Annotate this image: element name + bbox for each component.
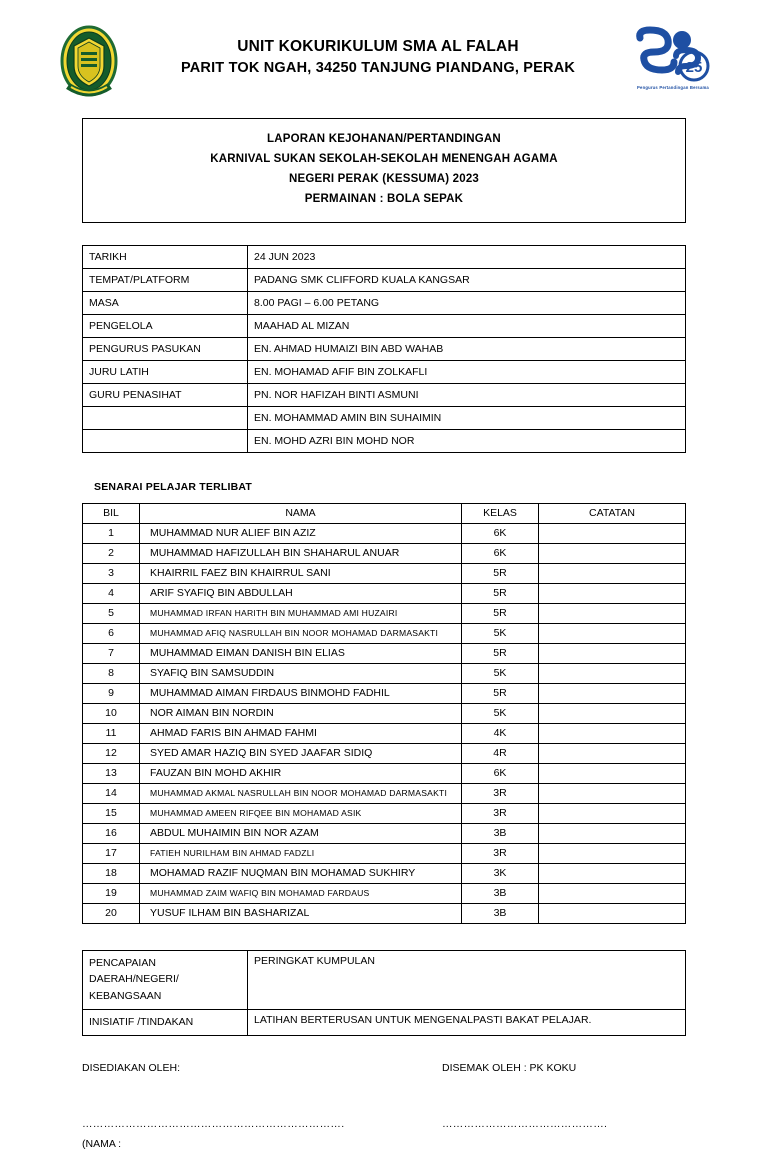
student-list-table [82,503,686,924]
cell-catatan [539,543,686,563]
cell-nama: AHMAD FARIS BIN AHMAD FAHMI [140,723,462,743]
report-title-line-1: LAPORAN KEJOHANAN/PERTANDINGAN [267,133,501,145]
initiative-row [83,1009,686,1035]
cell-catatan [539,783,686,803]
event-info-table [82,245,686,453]
info-row [83,337,686,360]
cell-kelas: 6K [462,763,539,783]
cell-catatan [539,843,686,863]
cell-kelas: 5K [462,623,539,643]
document-header [52,22,716,106]
info-value: EN. MOHD AZRI BIN MOHD NOR [248,429,686,452]
cell-bil: 1 [83,523,140,543]
info-label: MASA [83,291,248,314]
cell-catatan [539,583,686,603]
cell-nama: YUSUF ILHAM BIN BASHARIZAL [140,903,462,923]
table-row [83,803,686,823]
table-row [83,863,686,883]
achievement-table [82,950,686,1036]
cell-nama: MUHAMMAD AMEEN RIFQEE BIN MOHAMAD ASIK [140,803,462,823]
cell-nama: KHAIRRIL FAEZ BIN KHAIRRUL SANI [140,563,462,583]
cell-nama: FATIEH NURILHAM BIN AHMAD FADZLI [140,843,462,863]
info-label [83,429,248,452]
cell-catatan [539,683,686,703]
column-header-bil: BIL [83,503,140,523]
cell-bil: 16 [83,823,140,843]
event-info-table-wrapper [82,245,686,453]
cell-kelas: 5R [462,683,539,703]
cell-kelas: 5K [462,703,539,723]
header-title-block [126,22,630,80]
cell-nama: MUHAMMAD AFIQ NASRULLAH BIN NOOR MOHAMAD DARMASAKTI [140,623,462,643]
table-row [83,783,686,803]
cell-nama: MUHAMMAD AIMAN FIRDAUS BINMOHD FADHIL [140,683,462,703]
table-row [83,843,686,863]
cell-kelas: 3K [462,863,539,883]
info-label: GURU PENASIHAT [83,383,248,406]
table-row [83,703,686,723]
table-header-row [83,503,686,523]
table-row [83,683,686,703]
cell-bil: 12 [83,743,140,763]
info-label: PENGELOLA [83,314,248,337]
cell-kelas: 6K [462,543,539,563]
cell-catatan [539,803,686,823]
cell-nama: ARIF SYAFIQ BIN ABDULLAH [140,583,462,603]
student-list-heading: SENARAI PELAJAR TERLIBAT [94,480,253,493]
info-row [83,291,686,314]
kessuma-logo-container [630,22,716,90]
info-value: 24 JUN 2023 [248,245,686,268]
kessuma-logo-caption: Pengurus Pertandingan Bersama [637,85,709,90]
cell-kelas: 3B [462,883,539,903]
info-row [83,245,686,268]
report-title-line-2: KARNIVAL SUKAN SEKOLAH-SEKOLAH MENENGAH AGAMA [210,153,558,166]
cell-kelas: 6K [462,523,539,543]
cell-kelas: 5R [462,583,539,603]
info-value: PADANG SMK CLIFFORD KUALA KANGSAR [248,268,686,291]
cell-nama: MUHAMMAD EIMAN DANISH BIN ELIAS [140,643,462,663]
kessuma-logo-icon [632,26,714,84]
info-row [83,314,686,337]
cell-bil: 9 [83,683,140,703]
cell-kelas: 3R [462,783,539,803]
column-header-catatan: CATATAN [539,503,686,523]
cell-nama: MOHAMAD RAZIF NUQMAN BIN MOHAMAD SUKHIRY [140,863,462,883]
cell-nama: SYAFIQ BIN SAMSUDDIN [140,663,462,683]
cell-bil: 5 [83,603,140,623]
achievement-label-line1: PENCAPAIAN [89,956,156,969]
report-title-line-3: NEGERI PERAK (KESSUMA) 2023 [288,173,480,186]
table-row [83,643,686,663]
cell-catatan [539,643,686,663]
cell-nama: FAUZAN BIN MOHD AKHIR [140,763,462,783]
prepared-by-line: ………………………………………………………………. [82,1117,345,1130]
table-row [83,883,686,903]
table-row [83,663,686,683]
cell-bil: 3 [83,563,140,583]
cell-catatan [539,723,686,743]
cell-kelas: 3B [462,903,539,923]
cell-catatan [539,763,686,783]
info-value: EN. MOHAMAD AFIF BIN ZOLKAFLI [248,360,686,383]
info-value: MAAHAD AL MIZAN [248,314,686,337]
prepared-by-label: DISEDIAKAN OLEH: [82,1061,181,1074]
cell-nama: MUHAMMAD AKMAL NASRULLAH BIN NOOR MOHAMAD DARMASAKTI [140,783,462,803]
cell-kelas: 4K [462,723,539,743]
info-label: PENGURUS PASUKAN [83,337,248,360]
cell-catatan [539,743,686,763]
report-title-line-4: PERMAINAN : BOLA SEPAK [304,193,464,206]
achievement-label-line3: KEBANGSAAN [89,990,162,1003]
cell-catatan [539,903,686,923]
cell-nama: MUHAMMAD ZAIM WAFIQ BIN MOHAMAD FARDAUS [140,883,462,903]
cell-nama: MUHAMMAD HAFIZULLAH BIN SHAHARUL ANUAR [140,543,462,563]
cell-bil: 4 [83,583,140,603]
school-crest-container [52,22,126,98]
cell-bil: 20 [83,903,140,923]
cell-nama: SYED AMAR HAZIQ BIN SYED JAAFAR SIDIQ [140,743,462,763]
initiative-value: LATIHAN BERTERUSAN UNTUK MENGENALPASTI BAKAT PELAJAR. [248,1009,686,1035]
cell-bil: 2 [83,543,140,563]
info-label: TEMPAT/PLATFORM [83,268,248,291]
info-value: 8.00 PAGI – 6.00 PETANG [248,291,686,314]
column-header-kelas: KELAS [462,503,539,523]
info-row [83,360,686,383]
cell-kelas: 5R [462,603,539,623]
table-row [83,523,686,543]
info-value: EN. MOHAMMAD AMIN BIN SUHAIMIN [248,406,686,429]
cell-bil: 10 [83,703,140,723]
signature-lines-row [82,1118,686,1130]
cell-kelas: 3R [462,843,539,863]
cell-bil: 6 [83,623,140,643]
cell-bil: 13 [83,763,140,783]
cell-bil: 17 [83,843,140,863]
cell-catatan [539,523,686,543]
initiative-label: INISIATIF /TINDAKAN [83,1009,248,1035]
cell-kelas: 3R [462,803,539,823]
report-title-box [82,118,686,223]
info-row [83,429,686,452]
cell-bil: 11 [83,723,140,743]
cell-bil: 8 [83,663,140,683]
info-row [83,383,686,406]
achievement-value: PERINGKAT KUMPULAN [248,950,686,1009]
info-label: JURU LATIH [83,360,248,383]
achievement-label-line2: DAERAH/NEGERI/ [89,973,179,986]
achievement-table-wrapper [82,950,686,1036]
table-row [83,823,686,843]
prepared-by-name-label: (NAMA : [82,1137,122,1150]
cell-catatan [539,563,686,583]
school-crest-icon [58,24,120,98]
table-row [83,903,686,923]
org-name: UNIT KOKURIKULUM SMA AL FALAH [237,38,519,55]
cell-kelas: 4R [462,743,539,763]
cell-kelas: 5R [462,563,539,583]
info-row [83,406,686,429]
table-row [83,763,686,783]
cell-kelas: 5K [462,663,539,683]
column-header-nama: NAMA [140,503,462,523]
cell-kelas: 5R [462,643,539,663]
cell-catatan [539,623,686,643]
cell-catatan [539,663,686,683]
cell-bil: 18 [83,863,140,883]
info-label: TARIKH [83,245,248,268]
cell-bil: 15 [83,803,140,823]
signature-labels-row [82,1062,686,1074]
table-row [83,743,686,763]
cell-catatan [539,823,686,843]
cell-catatan [539,883,686,903]
cell-bil: 7 [83,643,140,663]
cell-nama: MUHAMMAD IRFAN HARITH BIN MUHAMMAD AMI HUZAIRI [140,603,462,623]
checked-by-line: ………………………………………. [442,1117,608,1130]
cell-bil: 14 [83,783,140,803]
cell-catatan [539,703,686,723]
info-value: EN. AHMAD HUMAIZI BIN ABD WAHAB [248,337,686,360]
info-value: PN. NOR HAFIZAH BINTI ASMUNI [248,383,686,406]
student-list-table-wrapper [82,503,686,924]
achievement-label [83,950,248,1009]
org-address: PARIT TOK NGAH, 34250 TANJUNG PIANDANG, PERAK [180,60,576,77]
table-row [83,603,686,623]
achievement-row [83,950,686,1009]
table-row [83,543,686,563]
cell-bil: 19 [83,883,140,903]
table-row [83,723,686,743]
table-row [83,563,686,583]
cell-catatan [539,603,686,623]
info-label [83,406,248,429]
cell-kelas: 3B [462,823,539,843]
table-row [83,583,686,603]
cell-nama: MUHAMMAD NUR ALIEF BIN AZIZ [140,523,462,543]
info-row [83,268,686,291]
checked-by-label: DISEMAK OLEH : PK KOKU [442,1061,577,1074]
cell-nama: NOR AIMAN BIN NORDIN [140,703,462,723]
table-row [83,623,686,643]
cell-catatan [539,863,686,883]
cell-nama: ABDUL MUHAIMIN BIN NOR AZAM [140,823,462,843]
kessuma-logo-number: 25 [685,59,703,76]
